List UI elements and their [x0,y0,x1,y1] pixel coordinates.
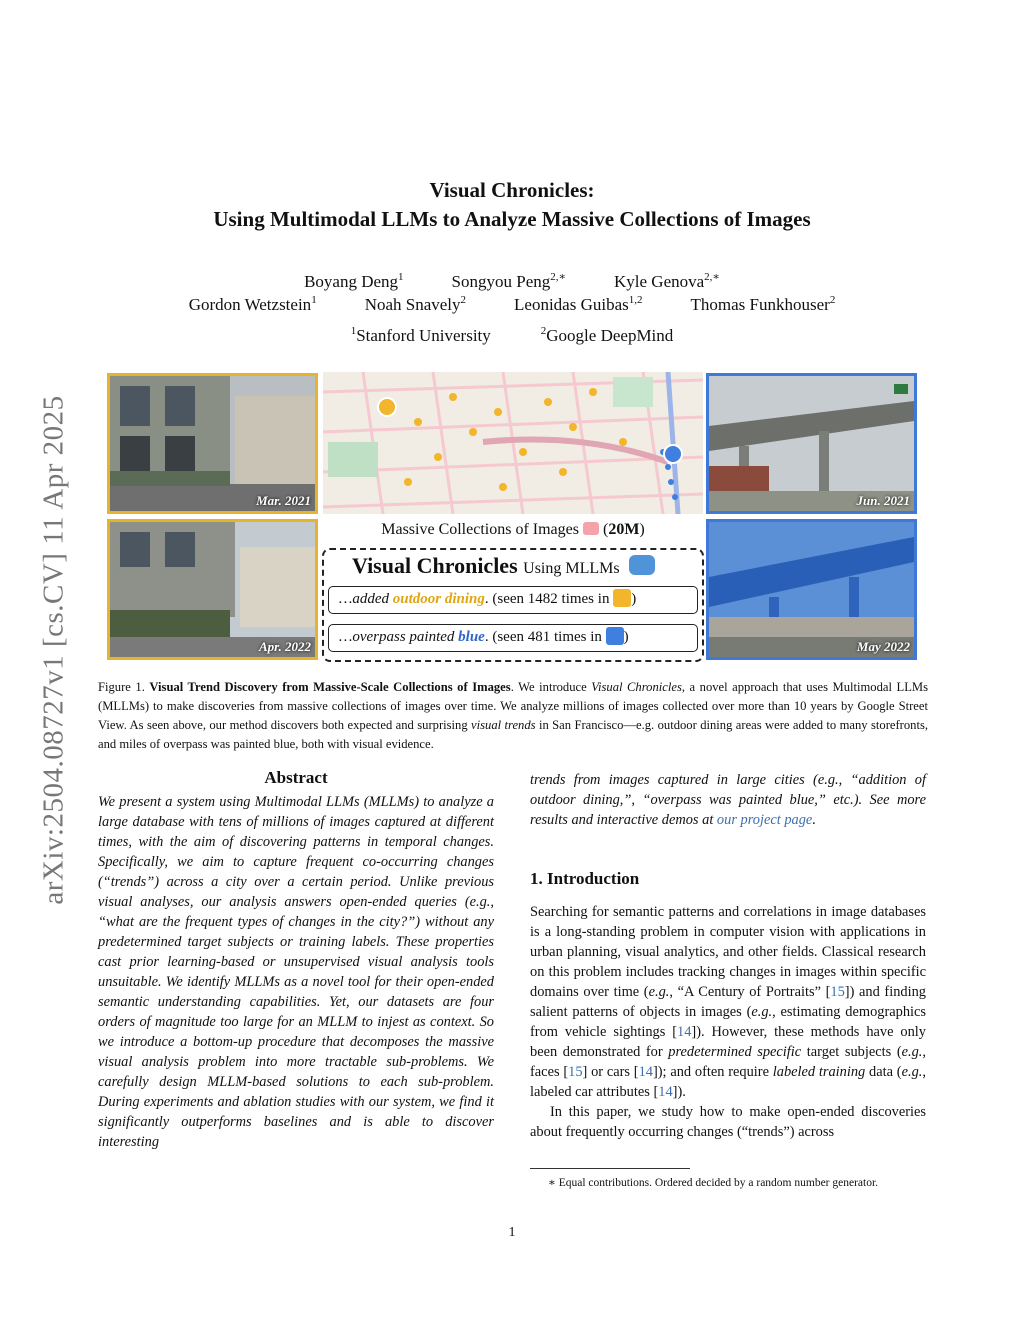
author: Gordon Wetzstein$^1$ [188,294,317,314]
author: Boyang Deng$^1$ [304,271,404,291]
section-heading-introduction: 1. Introduction [530,869,640,888]
author: Songyou Peng$^{2,∗}$ [451,271,566,291]
affiliation: $^2$Google DeepMind [540,325,674,345]
overpass-photo-may-2022 [706,519,917,660]
street-photo-mar-2021 [107,373,318,514]
citation-link[interactable]: 15 [830,984,845,1000]
page-number: 1 [508,1225,516,1240]
title-line-2: Using Multimodal LLMs to Analyze Massive Collections of Images [213,207,811,231]
image-count: 20M [608,521,640,538]
date-label: Apr. 2022 [258,639,311,654]
footnote-rule [530,1168,690,1169]
affiliation: $^1$Stanford University [350,325,491,345]
figure-caption: Figure 1. Visual Trend Discovery from Massive-Scale Collections of Images. We introduce Visual Chronicles, a novel approach that uses Multimodal LLMs (MLLMs) to make discoveries from massive collections of images over time. We analyze millions of images collected over more than 10 years by Google Street View. As seen above, our method discovers both expected and surprising visual trends in San Francisco—e.g. outdoor dining areas were added to many storefronts, and miles of overpass was painted blue, both with visual evidence. [98,680,929,751]
camera-icon [583,522,599,535]
citation-link[interactable]: 14 [638,1064,653,1080]
abstract-body: We present a system using Multimodal LLMs (MLLMs) to analyze a large database with tens of millions of images captured at different times, with the aim of discovering patterns in temporal changes. Specifically, we aim to capture frequent co-occurring changes (“trends”) across a city over a certain period. Unlike previous visual analyses, our analysis answers open-ended queries (e.g., “what are the frequent types of changes in the city?”) without any predetermined target subjects or training labels. These properties cast prior learning-based or unsupervised visual analysis tools unsuitable. We identify MLLMs as a novel tool for their open-ended semantic understanding capabilities. Yet, our datasets are four orders of magnitude too large for an MLLM to injest as context. So we introduce a bottom-up procedure that decomposes the massive visual analysis problem into more tractable sub-problems. We carefully design MLLM-based solutions to each sub-problem. During experiments and ablation studies with our system, we find it significantly outperforms baselines and is able to discover interesting [98,794,494,1150]
vc-title: Visual Chronicles Using MLLMs [352,553,655,579]
trend-overpass-blue: …overpass painted blue. (seen 481 times in ) [328,624,698,652]
city-map [323,372,703,514]
citation-link[interactable]: 15 [568,1064,583,1080]
date-label: Mar. 2021 [256,493,311,508]
arxiv-stamp: arXiv:2504.08727v1 [cs.CV] 11 Apr 2025 [37,395,70,905]
overpass-photo-jun-2021 [706,373,917,514]
citation-link[interactable]: 14 [658,1084,673,1100]
footnote: ∗ Equal contributions. Ordered decided by a random number generator. [548,1177,879,1189]
author: Leonidas Guibas$^{1,2}$ [514,294,643,314]
author-block [0,270,1024,348]
massive-collections-label: Massive Collections of Images (20M) [381,521,645,538]
title-line-1: Visual Chronicles: [429,178,595,202]
dining-icon [613,589,631,607]
abstract-continuation: trends from images captured in large cities (e.g., “addition of outdoor dining,”, “overpass was painted blue,” etc.). See more results and interactive demos at our project page. [530,772,926,828]
date-label: Jun. 2021 [856,493,910,508]
introduction-text: Searching for semantic patterns and correlations in image databases is a long-standing problem in computer vision with applications in urban planning, visual analytics, and other fields. Classical research on this problem includes tracking changes in images within specific domains over time (e.g., “A Century of Portraits” [15]) and finding salient patterns of objects in images (e.g., estimating demographics from vehicle sightings [14]). However, these methods have only been demonstrated for predetermined specific target subjects (e.g., faces [15] or cars [14]); and often require labeled training data (e.g., labeled car attributes [14]). In this paper, we study how to make open-ended discoveries about frequently occurring changes (“trends”) across [530,904,927,1140]
date-label: May 2022 [856,639,910,654]
street-photo-apr-2022 [107,519,318,660]
road-icon [606,627,624,645]
project-page-link[interactable]: our project page [716,812,813,828]
trend-outdoor-dining: …added outdoor dining. (seen 1482 times in ) [328,586,698,614]
robot-icon [629,555,655,575]
author: Thomas Funkhouser$^2$ [690,294,836,314]
abstract-heading: Abstract [264,768,328,787]
paper-title [0,176,1024,234]
trend-tag: outdoor dining [392,591,485,607]
citation-link[interactable]: 14 [677,1024,692,1040]
author: Noah Snavely$^2$ [364,294,467,314]
author: Kyle Genova$^{2,∗}$ [614,271,720,291]
trend-tag: blue [458,629,485,645]
